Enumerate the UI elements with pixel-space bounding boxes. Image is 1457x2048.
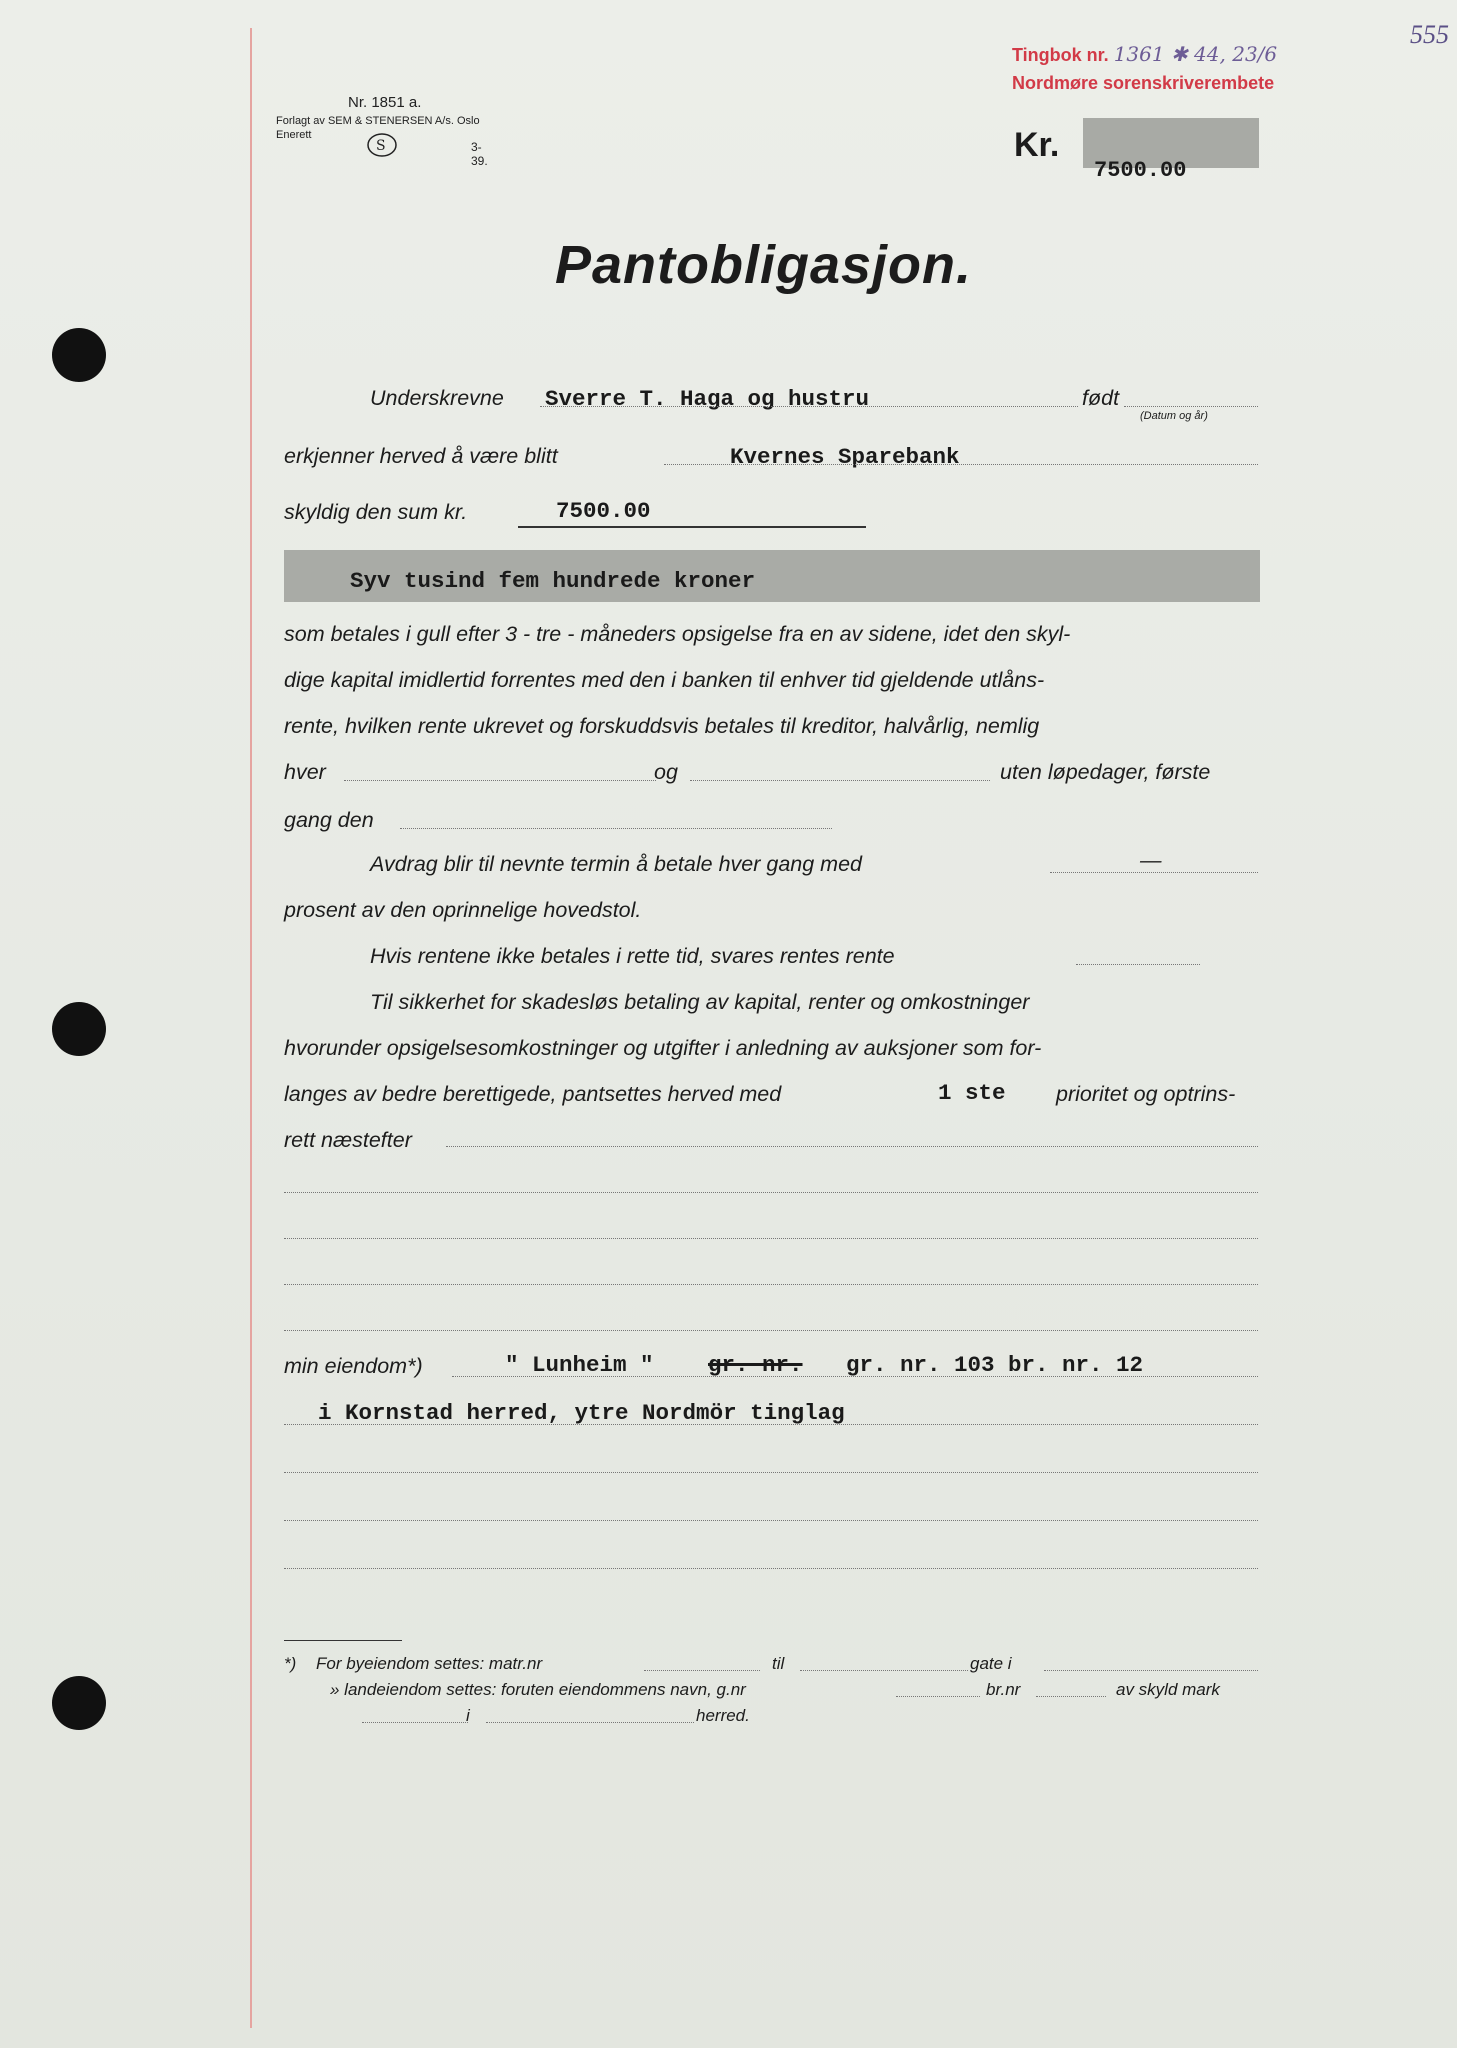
document-title: Pantobligasjon. (555, 235, 973, 295)
blank-line (284, 1568, 1258, 1569)
property-location: i Kornstad herred, ytre Nordmör tinglag (318, 1400, 845, 1426)
security-line: Til sikkerhet for skadesløs betaling av kapital, renter og omkostninger (370, 990, 1030, 1014)
footnote-dotline (1044, 1670, 1258, 1671)
term-og: og (654, 760, 678, 784)
footnote-mark: *) (284, 1654, 297, 1673)
footnote-dotline (896, 1696, 980, 1697)
publisher-line2: Enerett (276, 129, 312, 141)
hver-line (344, 780, 656, 781)
avdrag-dash: — (1140, 848, 1162, 872)
amount-label: Kr. (1014, 126, 1060, 164)
property-name: " Lunheim " (505, 1352, 654, 1378)
blank-line (284, 1472, 1258, 1473)
priority-label: prioritet og optrins- (1056, 1082, 1236, 1106)
naestefter-label: rett næstefter (284, 1128, 412, 1152)
svg-text:S: S (376, 138, 386, 154)
footnote-dotline (362, 1722, 468, 1723)
margin-rule (250, 28, 252, 2028)
footnote-rule (284, 1640, 402, 1641)
footnote-line2b: br.nr (986, 1680, 1021, 1699)
renter-line (1076, 964, 1200, 965)
footnote-line1b: til (772, 1654, 785, 1673)
stamp-handwritten: 1361 ✱ 44, 23/6 (1113, 42, 1278, 66)
footnote-line1c: gate i (970, 1654, 1012, 1673)
punch-hole (52, 1676, 106, 1730)
body-line: dige kapital imidlertid forrentes med den i banken til enhver tid gjeldende utlåns- (284, 668, 1045, 692)
security-line: hvorunder opsigelsesomkostninger og utgifter i anledning av auksjoner som for- (284, 1036, 1042, 1060)
body-line: rente, hvilken rente ukrevet og forskuddsvis betales til kreditor, halvårlig, nemlig (284, 714, 1040, 738)
footnote-dotline (1036, 1696, 1106, 1697)
form-number: Nr. 1851 a. (348, 94, 422, 111)
blank-line (284, 1424, 1258, 1425)
publisher-logo-icon (366, 132, 398, 158)
blank-line (284, 1330, 1258, 1331)
page-number: 555 (1410, 20, 1449, 49)
born-line (1124, 406, 1258, 407)
born-label: født (1082, 386, 1120, 410)
creditor-line (664, 464, 1258, 465)
acknowledge-label: erkjenner herved å være blitt (284, 444, 558, 468)
footnote-line3a: i (466, 1706, 470, 1725)
punch-hole (52, 328, 106, 382)
term-prosent: prosent av den oprinnelige hovedstol. (284, 898, 642, 922)
owe-line (518, 526, 866, 528)
creditor-value: Kvernes Sparebank (730, 444, 960, 470)
term-loepedager: uten løpedager, første (1000, 760, 1211, 784)
gang-den-line (400, 828, 832, 829)
footnote-line2c: av skyld mark (1116, 1680, 1220, 1699)
property-struck-text: gr. nr. (708, 1352, 803, 1378)
owe-label: skyldig den sum kr. (284, 500, 468, 524)
amount-value: 7500.00 (1094, 158, 1187, 183)
registry-stamp (1012, 40, 1277, 97)
term-hver: hver (284, 760, 326, 784)
amount-words: Syv tusind fem hundrede kroner (350, 568, 756, 594)
term-gang-den: gang den (284, 808, 374, 832)
footnote-line1a: For byeiendom settes: matr.nr (316, 1654, 543, 1673)
stamp-line2: Nordmøre sorenskriverembete (1012, 73, 1275, 93)
footnote-dotline (486, 1722, 694, 1723)
term-avdrag: Avdrag blir til nevnte termin å betale hver gang med (370, 852, 862, 876)
blank-line (284, 1284, 1258, 1285)
owe-value: 7500.00 (556, 498, 651, 524)
born-hint: (Datum og år) (1140, 410, 1208, 422)
blank-line (446, 1146, 1258, 1147)
punch-hole (52, 1002, 106, 1056)
property-label: min eiendom*) (284, 1354, 423, 1378)
publisher-block (276, 92, 488, 168)
blank-line (284, 1520, 1258, 1521)
body-line: som betales i gull efter 3 - tre - måneders opsigelse fra en av sidene, idet den skyl- (284, 622, 1071, 646)
property-numbers: gr. nr. 103 br. nr. 12 (846, 1352, 1144, 1378)
term-renter: Hvis rentene ikke betales i rette tid, svares rentes rente (370, 944, 895, 968)
og-line (690, 780, 990, 781)
footnote-dotline (800, 1670, 968, 1671)
stamp-line1: Tingbok nr. (1012, 45, 1109, 65)
footnote-line3b: herred. (696, 1706, 750, 1725)
blank-line (284, 1238, 1258, 1239)
undersigned-value: Sverre T. Haga og hustru (545, 386, 870, 412)
publisher-line1: Forlagt av SEM & STENERSEN A/s. Oslo (276, 115, 480, 127)
undersigned-line (540, 406, 1078, 407)
undersigned-label: Underskrevne (370, 386, 504, 410)
priority-value: 1 ste (938, 1080, 1006, 1106)
footnote-dotline (644, 1670, 760, 1671)
form-date-code: 3-39. (471, 140, 488, 168)
security-line: langes av bedre berettigede, pantsettes herved med (284, 1082, 782, 1106)
blank-line (284, 1192, 1258, 1193)
property-line (452, 1376, 1258, 1377)
footnote-line2a: » landeiendom settes: foruten eiendommens navn, g.nr (330, 1680, 746, 1699)
